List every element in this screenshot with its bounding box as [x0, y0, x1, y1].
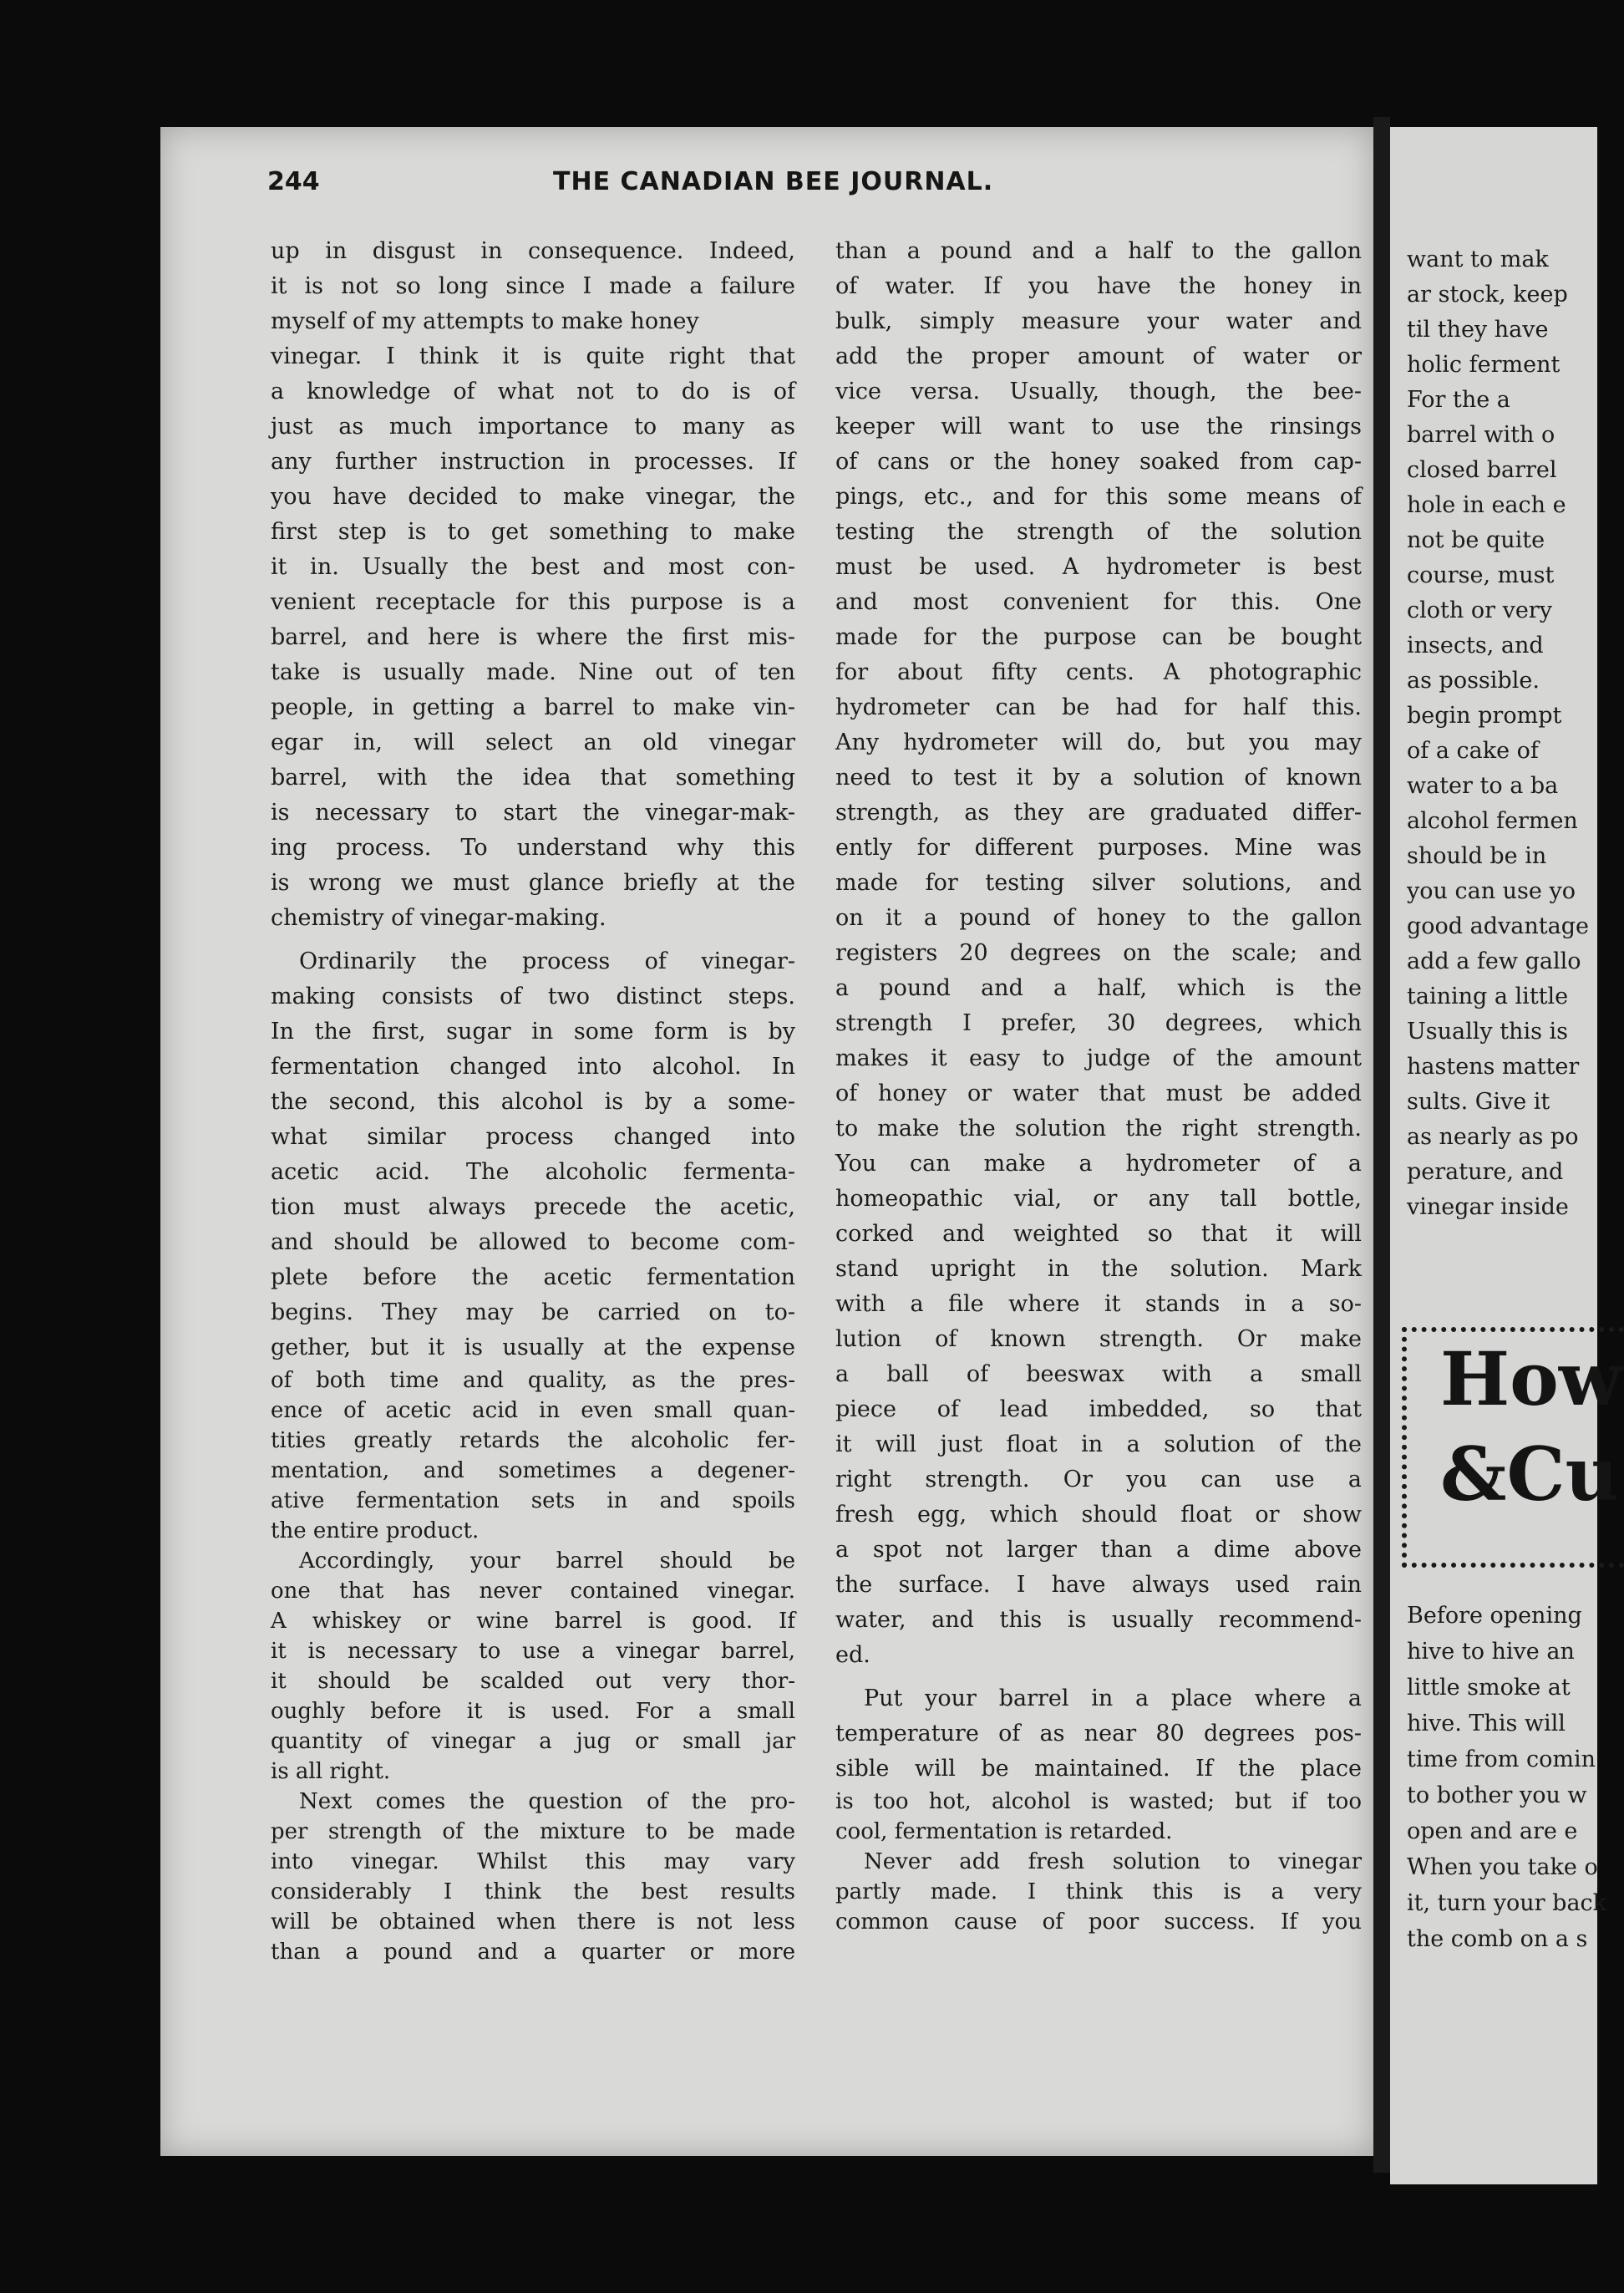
text-line: need to test it by a solution of known — [835, 765, 1362, 791]
text-line: Usually this is — [1407, 1019, 1569, 1045]
text-line: is too hot, alcohol is wasted; but if too — [835, 1789, 1362, 1814]
advertisement-heading-1: How — [1440, 1335, 1622, 1422]
text-line: the surface. I have always used rain — [835, 1572, 1362, 1598]
text-line: hastens matter — [1407, 1054, 1580, 1080]
text-line: of water. If you have the honey in — [835, 273, 1362, 299]
text-line: the second, this alcohol is by a some- — [271, 1089, 795, 1115]
right-page-upper-text — [1407, 242, 1607, 1225]
text-line: begin prompt — [1407, 703, 1562, 729]
text-line: one that has never contained vinegar. — [271, 1579, 795, 1604]
text-line: common cause of poor success. If you — [835, 1909, 1362, 1935]
text-line: Any hydrometer will do, but you may — [835, 730, 1362, 755]
text-line: is all right. — [271, 1759, 391, 1784]
text-line: ative fermentation sets in and spoils — [271, 1488, 795, 1513]
text-line: piece of lead imbedded, so that — [835, 1396, 1362, 1422]
text-line: makes it easy to judge of the amount — [835, 1045, 1362, 1071]
text-line: per strength of the mixture to be made — [271, 1819, 795, 1844]
text-line: a pound and a half, which is the — [835, 975, 1362, 1001]
text-line: it, turn your back — [1407, 1890, 1607, 1916]
text-line: fresh egg, which should float or show — [835, 1502, 1362, 1528]
advertisement-heading-2: &Cu — [1440, 1431, 1619, 1518]
text-line: water to a ba — [1407, 773, 1559, 799]
text-line: time from comin — [1407, 1746, 1596, 1772]
right-page-lower-text — [1407, 1598, 1607, 1957]
text-line: first step is to get something to make — [271, 519, 795, 545]
text-line: what similar process changed into — [271, 1124, 795, 1150]
text-line: barrel, and here is where the first mis- — [271, 624, 795, 650]
text-line: made for testing silver solutions, and — [835, 870, 1362, 896]
text-line: Put your barrel in a place where a — [864, 1685, 1362, 1711]
text-line: to bother you w — [1407, 1782, 1587, 1808]
text-line: to make the solution the right strength. — [835, 1116, 1362, 1141]
text-line: ed. — [835, 1642, 870, 1668]
text-line: want to mak — [1407, 247, 1549, 272]
text-line: it in. Usually the best and most con- — [271, 554, 795, 580]
text-line: not be quite — [1407, 527, 1545, 553]
text-line: quantity of vinegar a jug or small jar — [271, 1729, 795, 1754]
text-line: Before opening — [1407, 1603, 1582, 1629]
text-line: considerably I think the best results — [271, 1879, 795, 1904]
text-line: egar in, will select an old vinegar — [271, 730, 795, 755]
text-line: good advantage — [1407, 913, 1589, 939]
text-line: Never add fresh solution to vinegar — [864, 1849, 1362, 1874]
text-line: til they have — [1407, 317, 1549, 343]
text-line: people, in getting a barrel to make vin- — [271, 694, 795, 720]
text-line: of cans or the honey soaked from cap- — [835, 449, 1362, 475]
journal-title: THE CANADIAN BEE JOURNAL. — [553, 167, 994, 196]
text-line: holic ferment — [1407, 352, 1561, 378]
text-line: registers 20 degrees on the scale; and — [835, 940, 1362, 966]
text-line: fermentation changed into alcohol. In — [271, 1054, 795, 1080]
text-line: Ordinarily the process of vinegar- — [299, 948, 795, 974]
text-line: Accordingly, your barrel should be — [299, 1548, 795, 1574]
text-line: and most convenient for this. One — [835, 589, 1362, 615]
text-line: as possible. — [1407, 668, 1540, 694]
text-line: of honey or water that must be added — [835, 1080, 1362, 1106]
text-line: testing the strength of the solution — [835, 519, 1362, 545]
text-line: plete before the acetic fermentation — [271, 1264, 795, 1290]
text-line: bulk, simply measure your water and — [835, 308, 1362, 334]
text-line: take is usually made. Nine out of ten — [271, 659, 795, 685]
text-line: cloth or very — [1407, 597, 1552, 623]
text-line: perature, and — [1407, 1159, 1564, 1185]
text-line: oughly before it is used. For a small — [271, 1699, 795, 1724]
text-line: for about fifty cents. A photographic — [835, 659, 1362, 685]
text-line: the entire product. — [271, 1518, 480, 1543]
text-line: than a pound and a quarter or more — [271, 1940, 795, 1965]
text-line: is wrong we must glance briefly at the — [271, 870, 795, 896]
text-line: ar stock, keep — [1407, 282, 1568, 308]
text-line: open and are e — [1407, 1818, 1578, 1844]
text-line: keeper will want to use the rinsings — [835, 414, 1362, 440]
text-line: any further instruction in processes. If — [271, 449, 795, 475]
text-line: ence of acetic acid in even small quan- — [271, 1398, 795, 1423]
text-line: pings, etc., and for this some means of — [835, 484, 1362, 510]
text-line: homeopathic vial, or any tall bottle, — [835, 1186, 1362, 1212]
text-line: insects, and — [1407, 633, 1544, 658]
text-line: you can use yo — [1407, 878, 1576, 904]
text-line: right strength. Or you can use a — [835, 1467, 1362, 1492]
text-line: add the proper amount of water or — [835, 343, 1362, 369]
page-number: 244 — [267, 167, 320, 196]
text-line: You can make a hydrometer of a — [835, 1151, 1362, 1177]
text-line: a ball of beeswax with a small — [835, 1361, 1362, 1387]
text-line: of a cake of — [1407, 738, 1539, 764]
text-line: it will just float in a solution of the — [835, 1431, 1362, 1457]
text-line: up in disgust in consequence. Indeed, — [271, 238, 795, 264]
text-line: taining a little — [1407, 984, 1569, 1009]
text-line: corked and weighted so that it will — [835, 1221, 1362, 1247]
text-line: A whiskey or wine barrel is good. If — [271, 1609, 795, 1634]
text-line: lution of known strength. Or make — [835, 1326, 1362, 1352]
text-line: you have decided to make vinegar, the — [271, 484, 795, 510]
text-line: ing process. To understand why this — [271, 835, 795, 861]
text-line: mentation, and sometimes a degener- — [271, 1458, 795, 1483]
text-line: water, and this is usually recommend- — [835, 1607, 1362, 1633]
text-line: sible will be maintained. If the place — [835, 1756, 1362, 1782]
text-line: it is not so long since I made a failure — [271, 273, 795, 299]
text-line: made for the purpose can be bought — [835, 624, 1362, 650]
text-column-2 — [835, 234, 1362, 1937]
text-line: on it a pound of honey to the gallon — [835, 905, 1362, 931]
text-line: into vinegar. Whilst this may vary — [271, 1849, 795, 1874]
running-head — [160, 167, 1373, 209]
text-line: it is necessary to use a vinegar barrel, — [271, 1639, 795, 1664]
text-line: chemistry of vinegar-making. — [271, 905, 606, 931]
text-line: hydrometer can be had for half this. — [835, 694, 1362, 720]
text-line: partly made. I think this is a very — [835, 1879, 1362, 1904]
text-line: closed barrel — [1407, 457, 1557, 483]
text-line: little smoke at — [1407, 1675, 1571, 1701]
left-page — [160, 127, 1373, 2156]
text-line: barrel with o — [1407, 422, 1555, 448]
text-line: of both time and quality, as the pres- — [271, 1368, 795, 1393]
text-line: making consists of two distinct steps. — [271, 984, 795, 1009]
text-line: hive. This will — [1407, 1711, 1566, 1736]
text-line: cool, fermentation is retarded. — [835, 1819, 1173, 1844]
text-line: is necessary to start the vinegar-mak- — [271, 800, 795, 826]
text-line: should be in — [1407, 843, 1547, 869]
text-line: add a few gallo — [1407, 948, 1581, 974]
text-line: than a pound and a half to the gallon — [835, 238, 1362, 264]
text-line: vinegar inside — [1407, 1194, 1569, 1220]
text-line: alcohol fermen — [1407, 808, 1578, 834]
text-line: In the first, sugar in some form is by — [271, 1019, 795, 1045]
text-line: temperature of as near 80 degrees pos- — [835, 1721, 1362, 1746]
text-line: strength, as they are graduated differ- — [835, 800, 1362, 826]
text-line: barrel, with the idea that something — [271, 765, 795, 791]
text-line: begins. They may be carried on to- — [271, 1299, 795, 1325]
text-line: stand upright in the solution. Mark — [835, 1256, 1362, 1282]
text-line: Next comes the question of the pro- — [299, 1789, 795, 1814]
text-line: hive to hive an — [1407, 1639, 1575, 1665]
text-line: venient receptacle for this purpose is a — [271, 589, 795, 615]
text-line: and should be allowed to become com- — [271, 1229, 795, 1255]
text-column-1 — [271, 234, 795, 1967]
text-line: hole in each e — [1407, 492, 1566, 518]
text-line: must be used. A hydrometer is best — [835, 554, 1362, 580]
text-line: gether, but it is usually at the expense — [271, 1335, 795, 1360]
text-line: ently for different purposes. Mine was — [835, 835, 1362, 861]
text-line: tities greatly retards the alcoholic fer- — [271, 1428, 795, 1453]
text-line: tion must always precede the acetic, — [271, 1194, 795, 1220]
text-line: it should be scalded out very thor- — [271, 1669, 795, 1694]
text-line: strength I prefer, 30 degrees, which — [835, 1010, 1362, 1036]
text-line: sults. Give it — [1407, 1089, 1550, 1115]
text-line: with a file where it stands in a so- — [835, 1291, 1362, 1317]
text-line: vinegar. I think it is quite right that — [271, 343, 795, 369]
book-gutter — [1373, 117, 1390, 2173]
right-page — [1390, 127, 1622, 2184]
text-line: course, must — [1407, 562, 1555, 588]
text-line: as nearly as po — [1407, 1124, 1579, 1150]
text-line: a knowledge of what not to do is of — [271, 379, 795, 404]
text-line: For the a — [1407, 387, 1510, 413]
text-line: When you take o — [1407, 1854, 1598, 1880]
text-line: vice versa. Usually, though, the bee- — [835, 379, 1362, 404]
text-line: myself of my attempts to make honey — [271, 308, 699, 334]
text-line: will be obtained when there is not less — [271, 1909, 795, 1935]
text-line: the comb on a s — [1407, 1926, 1588, 1952]
text-line: acetic acid. The alcoholic fermenta- — [271, 1159, 795, 1185]
text-line: just as much importance to many as — [271, 414, 795, 440]
text-line: a spot not larger than a dime above — [835, 1537, 1362, 1563]
